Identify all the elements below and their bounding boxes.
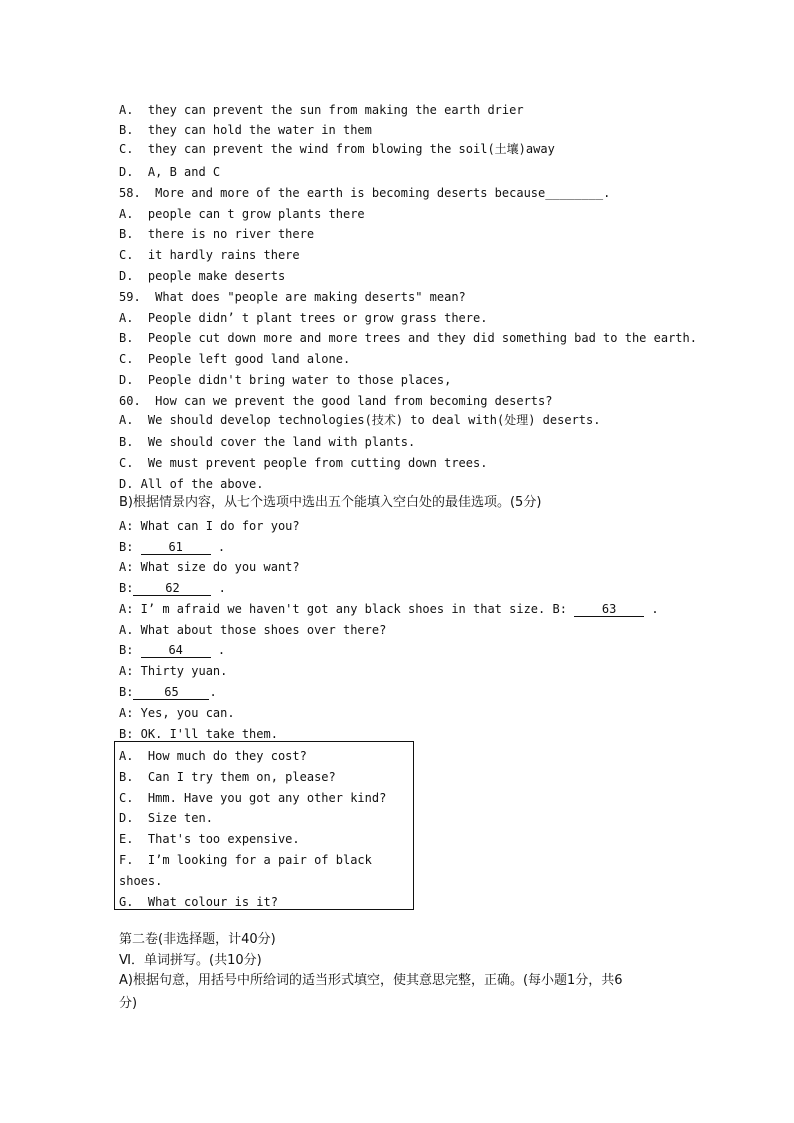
options-box	[114, 741, 414, 910]
q58-stem-end: .	[603, 186, 611, 200]
q58-option-b: B. there is no river there	[119, 227, 315, 241]
section-vi-instruction-cont: 分)	[119, 996, 138, 1011]
box-option-f-cont: shoes.	[119, 874, 163, 888]
q58-option-c: C. it hardly rains there	[119, 248, 300, 262]
dialog-speaker: B:	[119, 581, 134, 595]
dialog-end: .	[644, 602, 659, 616]
dialog-end: .	[210, 540, 226, 554]
q58-option-a: A. people can t grow plants there	[119, 207, 365, 221]
q60-stem: 60. How can we prevent the good land from becoming deserts?	[119, 394, 553, 408]
dialog-line-3: A: What size do you want?	[119, 560, 300, 574]
dialog-line-11: B: OK. I'll take them.	[119, 727, 278, 741]
part2-title: 第二卷(非选择题，计40分)	[119, 932, 276, 947]
dialog-line-10: A: Yes, you can.	[119, 706, 235, 720]
q58-stem	[119, 185, 610, 201]
box-option-a: A. How much do they cost?	[119, 749, 307, 763]
q60-option-b: B. We should cover the land with plants.	[119, 435, 416, 449]
q59-option-a: A. People didn’ t plant trees or grow grass there.	[119, 311, 488, 325]
box-option-f: F. I’m looking for a pair of black	[119, 853, 372, 867]
section-vi-instruction: A)根据句意，用括号中所给词的适当形式填空，使其意思完整，正确。(每小题1分，共6	[119, 973, 623, 988]
q59-option-c: C. People left good land alone.	[119, 352, 351, 366]
section-b-instruction: B)根据情景内容，从七个选项中选出五个能填入空白处的最佳选项。(5分)	[119, 495, 542, 510]
dialog-end: .	[210, 643, 226, 657]
section-vi-heading: Ⅵ．单词拼写。(共10分)	[119, 953, 262, 968]
blank-62: 62	[133, 581, 211, 596]
box-option-d: D. Size ten.	[119, 811, 213, 825]
box-option-e: E. That's too expensive.	[119, 832, 300, 846]
box-option-b: B. Can I try them on, please?	[119, 770, 336, 784]
q58-blank: ________	[545, 186, 604, 200]
dialog-line-6: A. What about those shoes over there?	[119, 623, 387, 637]
q57-option-c: C. they can prevent the wind from blowing the soil(土壤)away	[119, 142, 555, 156]
dialog-line-7	[119, 642, 225, 658]
dialog-end: .	[209, 685, 217, 699]
q57-option-a: A. they can prevent the sun from making the earth drier	[119, 103, 524, 117]
blank-63: 63	[574, 602, 644, 617]
dialog-end: .	[211, 581, 226, 595]
dialog-line-9	[119, 684, 217, 700]
blank-64: 64	[141, 643, 211, 658]
q58-stem-text: 58. More and more of the earth is becoming deserts because	[119, 186, 546, 200]
q57-option-b: B. they can hold the water in them	[119, 123, 372, 137]
dialog-line-2	[119, 539, 225, 555]
dialog-speaker: B:	[119, 540, 141, 554]
q58-option-d: D. people make deserts	[119, 269, 286, 283]
dialog-line-4	[119, 580, 226, 596]
blank-61: 61	[141, 540, 211, 555]
q59-stem: 59. What does "people are making deserts" mean?	[119, 290, 466, 304]
dialog-text: A: I’ m afraid we haven't got any black shoes in that size. B:	[119, 602, 575, 616]
q59-option-d: D. People didn't bring water to those places,	[119, 373, 452, 387]
q60-option-d: D. All of the above.	[119, 477, 264, 491]
dialog-line-8: A: Thirty yuan.	[119, 664, 228, 678]
dialog-speaker: B:	[119, 643, 141, 657]
blank-65: 65	[133, 685, 209, 700]
q57-option-d: D. A, B and C	[119, 165, 221, 179]
q60-option-a: A. We should develop technologies(技术) to deal with(处理) deserts.	[119, 413, 601, 427]
box-option-g: G. What colour is it?	[119, 895, 278, 909]
q60-option-c: C. We must prevent people from cutting down trees.	[119, 456, 488, 470]
dialog-speaker: B:	[119, 685, 134, 699]
box-option-c: C. Hmm. Have you got any other kind?	[119, 791, 387, 805]
dialog-line-1: A: What can I do for you?	[119, 519, 300, 533]
dialog-line-5	[119, 601, 659, 617]
q59-option-b: B. People cut down more and more trees and they did something bad to the earth.	[119, 331, 697, 345]
